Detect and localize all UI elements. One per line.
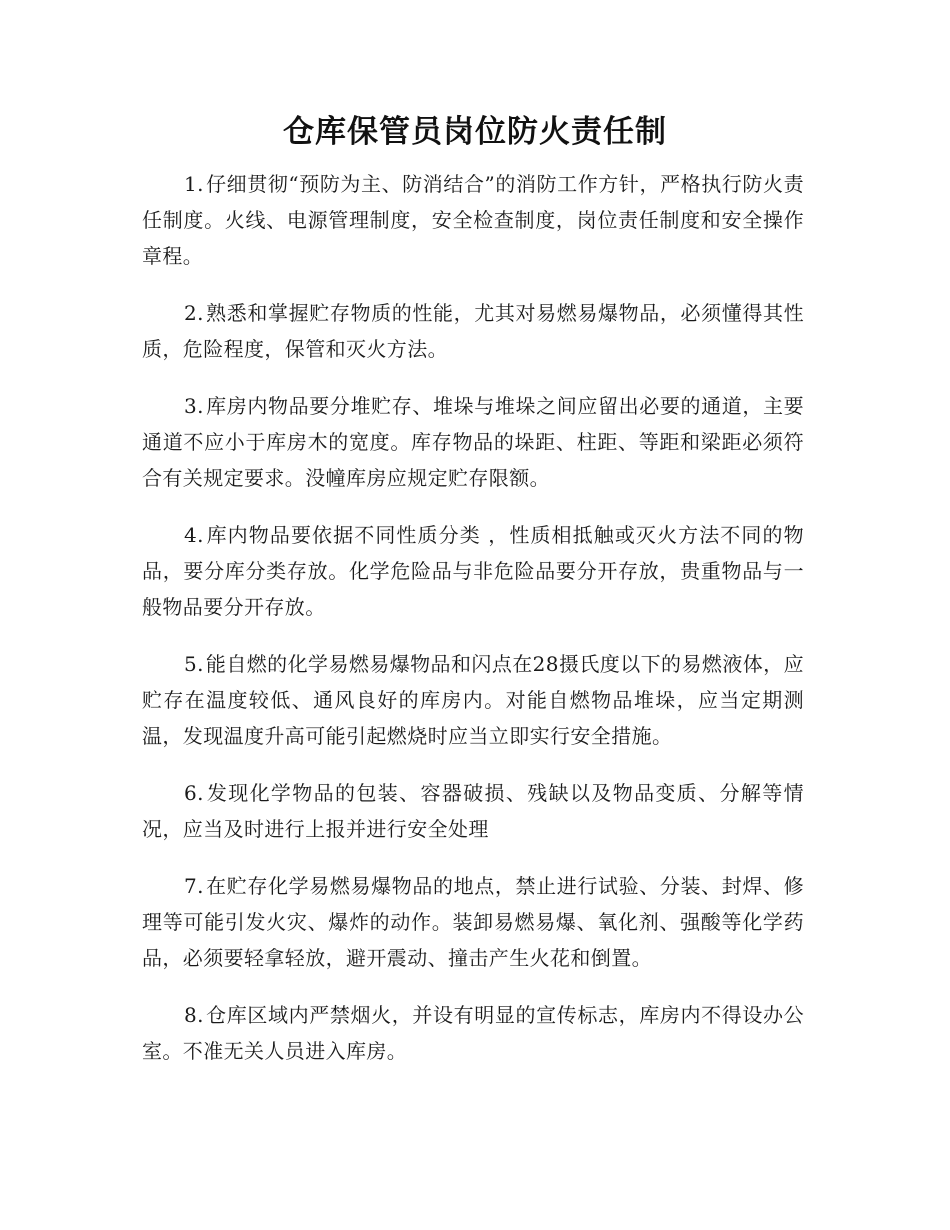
paragraph-text: 库内物品要依据不同性质分类 ，性质相抵触或灭火方法不同的物品，要分库分类存放。化学危险品与非危险品要分开存放，贵重物品与一般物品要分开存放。 — [142, 523, 804, 619]
paragraph-text: 熟悉和掌握贮存物质的性能，尤其对易燃易爆物品，必须懂得其性质，危险程度，保管和灭火方法。 — [142, 301, 804, 361]
paragraph-number: 2. — [184, 301, 204, 325]
paragraph-5 — [142, 646, 804, 754]
paragraph-text: 仔细贯彻“预防为主、防消结合”的消防工作方针，严格执行防火责任制度。火线、电源管理制度，安全检查制度，岗位责任制度和安全操作章程。 — [142, 172, 804, 268]
paragraph-1 — [142, 166, 804, 274]
paragraph-number: 1. — [184, 172, 204, 196]
paragraph-text: 发现化学物品的包装、容器破损、残缺以及物品变质、分解等情况，应当及时进行上报并进行安全处理 — [142, 781, 804, 841]
paragraph-text: 仓库区域内严禁烟火，并设有明显的宣传标志，库房内不得设办公室。不准无关人员进入库房。 — [142, 1003, 804, 1063]
paragraph-number: 8. — [184, 1003, 204, 1027]
paragraph-4 — [142, 517, 804, 625]
document-body — [142, 166, 804, 1090]
document-title: 仓库保管员岗位防火责任制 — [283, 114, 667, 150]
paragraph-text: 库房内物品要分堆贮存、堆垛与堆垛之间应留出必要的通道，主要通道不应小于库房木的宽度。库存物品的垛距、柱距、等距和梁距必须符合有关规定要求。没幢库房应规定贮存限额。 — [142, 394, 804, 490]
paragraph-6 — [142, 775, 804, 847]
paragraph-3 — [142, 388, 804, 496]
paragraph-number: 3. — [184, 394, 204, 418]
paragraph-2 — [142, 295, 804, 367]
paragraph-text: 能自燃的化学易燃易爆物品和闪点在28摄氏度以下的易燃液体，应贮存在温度较低、通风良好的库房内。对能自燃物品堆垛，应当定期测温，发现温度升高可能引起燃烧时应当立即实行安全措施。 — [142, 652, 804, 748]
paragraph-number: 7. — [184, 874, 204, 898]
paragraph-number: 5. — [184, 652, 204, 676]
paragraph-text: 在贮存化学易燃易爆物品的地点，禁止进行试验、分装、封焊、修理等可能引发火灾、爆炸的动作。装卸易燃易爆、氧化剂、强酸等化学药品，必须要轻拿轻放，避开震动、撞击产生火花和倒置。 — [142, 874, 804, 970]
paragraph-number: 6. — [184, 781, 204, 805]
paragraph-8 — [142, 997, 804, 1069]
paragraph-number: 4. — [184, 523, 204, 547]
paragraph-7 — [142, 868, 804, 976]
